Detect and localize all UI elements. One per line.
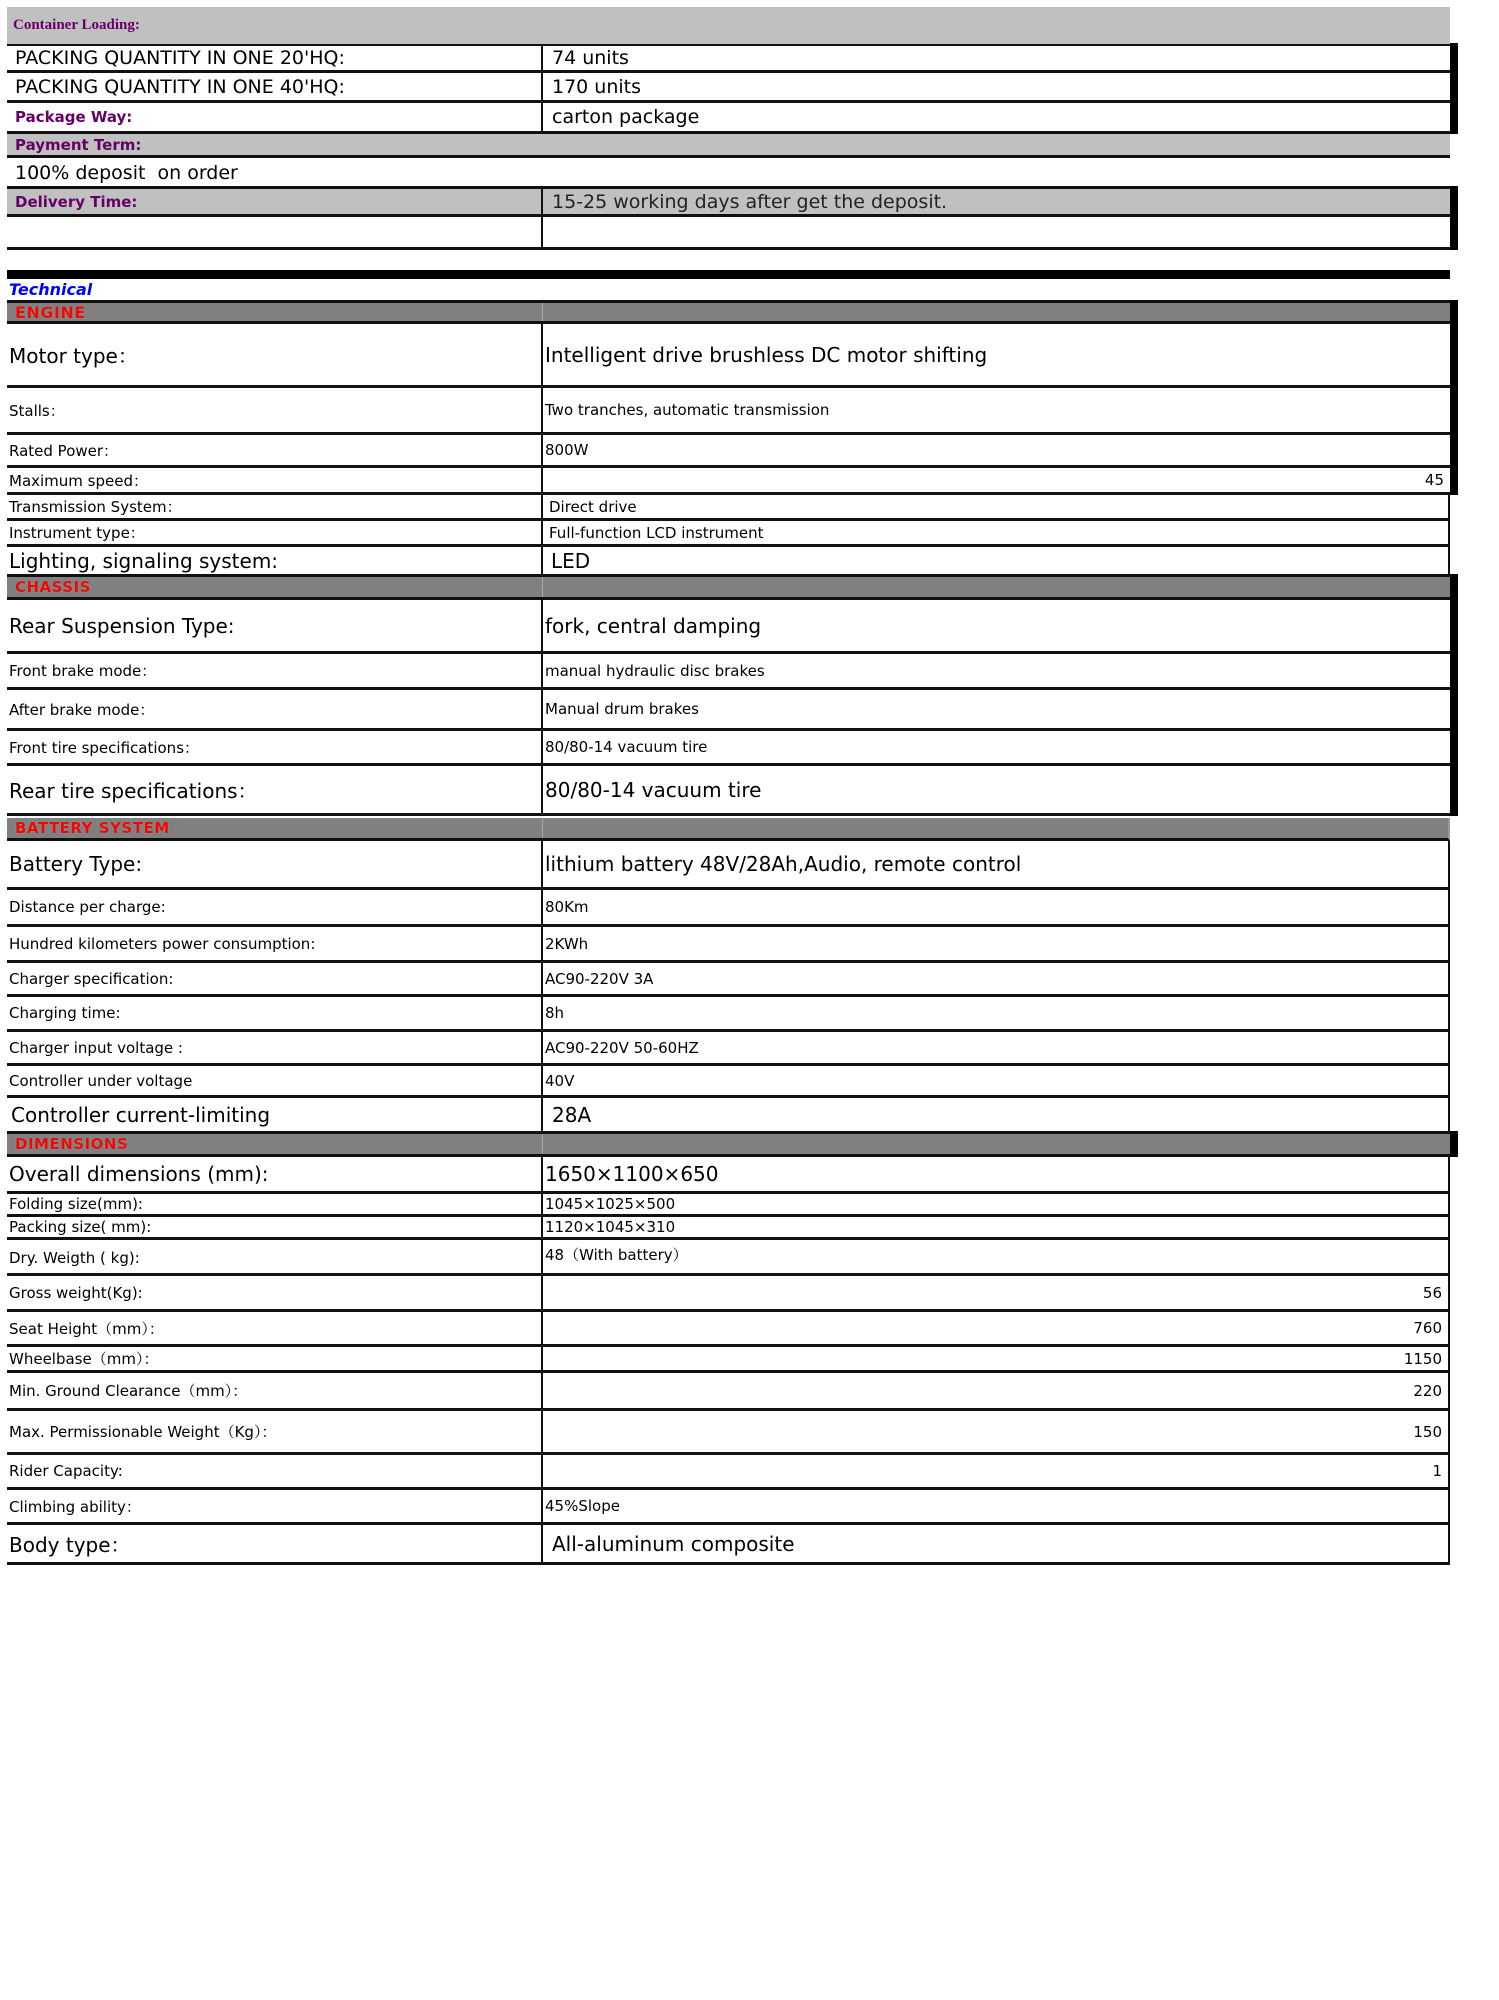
container-loading-title: Container Loading: — [13, 17, 140, 33]
row-label: Distance per charge: — [7, 890, 543, 924]
table-row — [7, 435, 1450, 468]
row-value: 8h — [545, 1004, 565, 1022]
section-header-dimensions — [7, 1134, 1450, 1157]
payment-term-value-row — [7, 158, 1450, 187]
row-value: 150 — [1413, 1422, 1442, 1441]
row-label: Gross weight(Kg): — [7, 1276, 543, 1309]
row-label: Maximum speed： — [7, 468, 543, 492]
row-value: 170 units — [552, 75, 642, 98]
row-label: Lighting, signaling system: — [7, 547, 543, 574]
table-row — [7, 468, 1450, 495]
row-value: 1120×1045×310 — [545, 1218, 676, 1236]
table-row — [7, 1194, 1450, 1217]
table-row — [7, 324, 1450, 388]
table-row — [7, 103, 1450, 134]
table-row — [7, 1411, 1450, 1455]
row-value: 48（With battery） — [545, 1246, 688, 1264]
row-value: All-aluminum composite — [552, 1531, 795, 1556]
section-header-chassis — [7, 577, 1450, 600]
row-label: Battery Type: — [7, 841, 543, 887]
table-row — [7, 388, 1450, 435]
row-value: 56 — [1422, 1283, 1442, 1302]
row-value: carton package — [552, 106, 700, 128]
row-label: Controller under voltage — [7, 1066, 543, 1095]
row-label: Instrument type： — [7, 521, 543, 544]
section-title: DIMENSIONS — [7, 1134, 543, 1154]
row-value: 2KWh — [545, 934, 589, 953]
row-label: Packing size( mm): — [7, 1217, 543, 1237]
row-value: 220 — [1413, 1381, 1442, 1400]
row-value: 1 — [1432, 1462, 1442, 1480]
table-row — [7, 690, 1450, 731]
container-loading-header — [7, 7, 1450, 44]
row-label: Max. Permissionable Weight（Kg）： — [7, 1411, 543, 1452]
row-value: 45 — [1424, 471, 1444, 489]
payment-term-label: Payment Term: — [15, 135, 142, 154]
table-row — [7, 841, 1450, 890]
row-label: Charging time: — [7, 997, 543, 1029]
table-row — [7, 1032, 1450, 1066]
section-header-engine — [7, 300, 1450, 324]
row-label: Overall dimensions (mm): — [7, 1157, 543, 1191]
row-label: Charger specification: — [7, 963, 543, 994]
row-value — [543, 217, 1450, 247]
row-value: Direct drive — [549, 497, 637, 516]
table-row — [7, 1373, 1450, 1411]
table-row — [7, 927, 1450, 963]
row-label: Controller current-limiting — [7, 1098, 543, 1131]
row-label: Rear Suspension Type: — [7, 600, 543, 651]
row-value: AC90-220V 50-60HZ — [545, 1038, 699, 1057]
row-value: 1045×1025×500 — [545, 1195, 676, 1213]
row-label: Transmission System： — [7, 495, 543, 518]
row-label: PACKING QUANTITY IN ONE 20'HQ: — [7, 46, 543, 70]
table-row — [7, 890, 1450, 927]
section-title: ENGINE — [7, 303, 543, 321]
row-value: Manual drum brakes — [545, 700, 699, 718]
row-label: PACKING QUANTITY IN ONE 40'HQ: — [7, 73, 543, 100]
table-row — [7, 766, 1450, 816]
row-label: Rated Power： — [7, 435, 543, 465]
table-row — [7, 1490, 1450, 1525]
payment-term-value: 100% deposit on order — [15, 161, 238, 184]
section-title: BATTERY SYSTEM — [7, 818, 543, 838]
table-row — [7, 1312, 1450, 1347]
row-label: Rider Capacity: — [7, 1455, 543, 1487]
row-label: Hundred kilometers power consumption: — [7, 927, 543, 960]
row-value: fork, central damping — [545, 613, 762, 638]
row-label: Charger input voltage : — [7, 1032, 543, 1063]
delivery-time-label: Delivery Time: — [7, 189, 543, 214]
table-row — [7, 1240, 1450, 1276]
row-label: After brake mode： — [7, 690, 543, 728]
row-label: Wheelbase（mm）： — [7, 1347, 543, 1370]
row-label: Stalls： — [7, 388, 543, 432]
table-row — [7, 963, 1450, 997]
table-row — [7, 1157, 1450, 1194]
table-row — [7, 731, 1450, 766]
row-label: Folding size(mm): — [7, 1194, 543, 1214]
row-value: 1150 — [1403, 1349, 1442, 1368]
row-label: Climbing ability： — [7, 1490, 543, 1522]
row-label: Seat Height（mm）： — [7, 1312, 543, 1344]
table-row — [7, 521, 1450, 547]
row-value: Intelligent drive brushless DC motor shifting — [545, 342, 988, 367]
row-label: Front brake mode： — [7, 654, 543, 687]
row-label: Motor type： — [7, 324, 543, 385]
table-row — [7, 547, 1450, 577]
row-label: Rear tire specifications： — [7, 766, 543, 813]
row-label: Body type： — [7, 1525, 543, 1562]
table-row — [7, 44, 1450, 73]
row-value: 40V — [545, 1071, 575, 1090]
row-value: Two tranches, automatic transmission — [545, 401, 830, 419]
section-divider — [7, 270, 1450, 279]
table-row — [7, 654, 1450, 690]
row-value: 45%Slope — [545, 1497, 620, 1515]
table-row — [7, 997, 1450, 1032]
section-header-battery — [7, 818, 1450, 841]
row-label: Min. Ground Clearance（mm）： — [7, 1373, 543, 1408]
row-value: 800W — [545, 441, 589, 459]
row-label — [7, 217, 543, 247]
table-row — [7, 1066, 1450, 1098]
section-title: CHASSIS — [7, 577, 543, 597]
delivery-time-row — [7, 186, 1450, 217]
table-row — [7, 1217, 1450, 1240]
table-row — [7, 1525, 1450, 1565]
row-value: 80/80-14 vacuum tire — [545, 738, 708, 756]
table-row — [7, 495, 1450, 521]
table-row — [7, 600, 1450, 654]
row-value: 28A — [552, 1102, 592, 1127]
row-value: 74 units — [552, 47, 629, 69]
payment-term-header — [7, 134, 1450, 158]
row-value: 760 — [1413, 1319, 1442, 1337]
table-row — [7, 1347, 1450, 1373]
technical-title: Technical — [9, 280, 93, 299]
row-value: AC90-220V 3A — [545, 969, 654, 988]
row-label: Front tire specifications： — [7, 731, 543, 763]
delivery-time-value: 15-25 working days after get the deposit. — [552, 190, 948, 213]
table-row — [7, 1455, 1450, 1490]
row-value: Full-function LCD instrument — [549, 523, 764, 542]
row-value: 1650×1100×650 — [545, 1162, 719, 1186]
row-value: lithium battery 48V/28Ah,Audio, remote control — [545, 852, 1022, 876]
table-row — [7, 1098, 1450, 1134]
row-value: 80Km — [545, 898, 589, 916]
row-value: LED — [551, 548, 591, 573]
row-value: 80/80-14 vacuum tire — [545, 777, 762, 802]
table-row — [7, 73, 1450, 103]
row-label: Package Way: — [7, 103, 543, 131]
table-row — [7, 217, 1450, 250]
row-label: Dry. Weigth ( kg): — [7, 1240, 543, 1273]
row-value: manual hydraulic disc brakes — [545, 661, 765, 680]
table-row — [7, 1276, 1450, 1312]
